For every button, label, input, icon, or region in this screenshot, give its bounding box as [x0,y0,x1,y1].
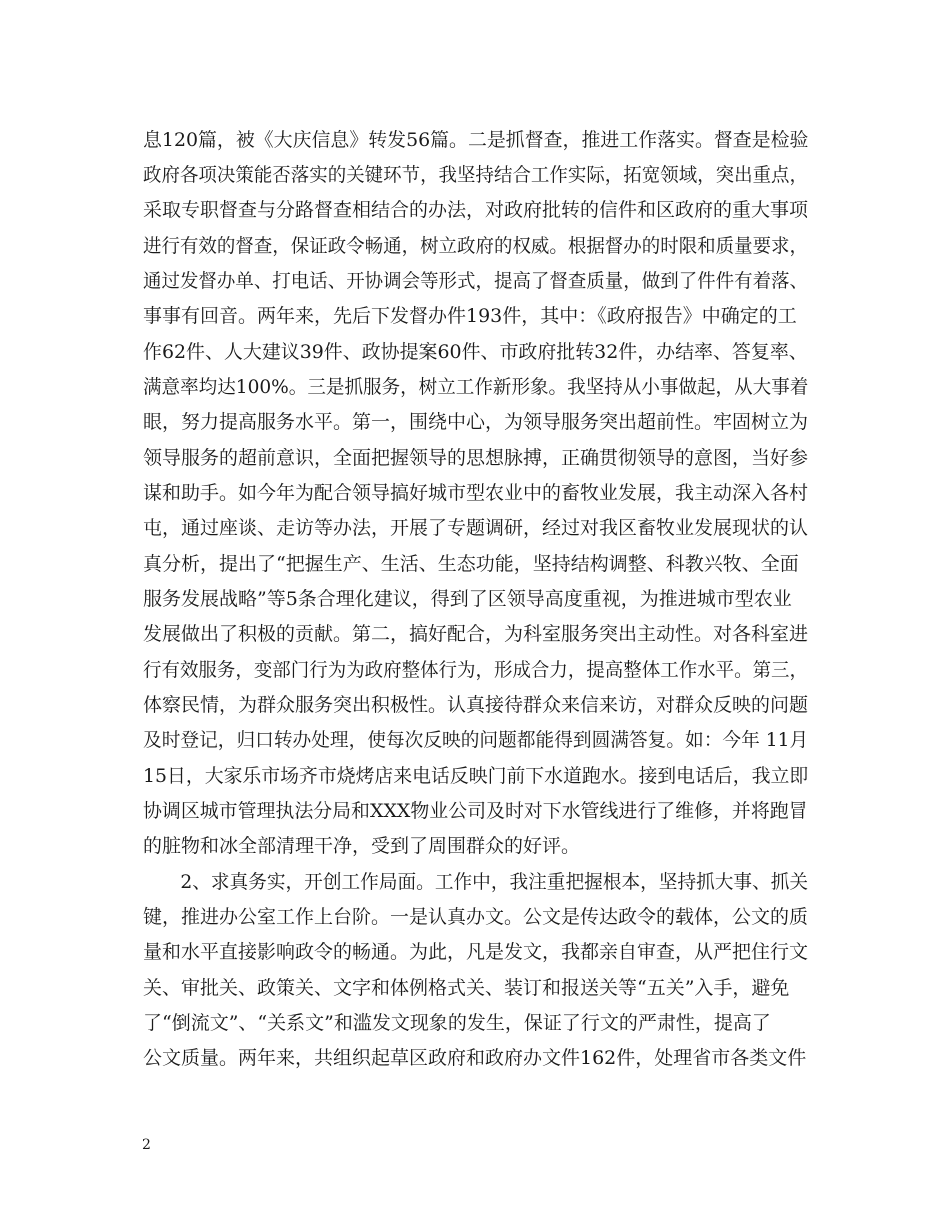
text-line: 政府各项决策能否落实的关键环节，我坚持结合工作实际，拓宽领域，突出重点， [143,164,809,186]
text-line: 眼，努力提高服务水平。第一，围绕中心，为领导服务突出超前性。牢固树立为 [143,411,809,433]
text-line: 息120篇，被《大庆信息》转发56篇。二是抓督查，推进工作落实。督查是检验 [143,129,809,151]
text-line: 发展做出了积极的贡献。第二，搞好配合，为科室服务突出主动性。对各科室进 [143,623,809,645]
text-line: 领导服务的超前意识，全面把握领导的思想脉搏，正确贯彻领导的意图，当好参 [143,447,809,469]
text-line: 事事有回音。两年来，先后下发督办件193件，其中：《政府报告》中确定的工 [143,305,797,327]
text-line: 关、审批关、政策关、文字和体例格式关、装订和报送关等“五关”入手，避免 [143,977,790,999]
text-line: 满意率均达100%。三是抓服务，树立工作新形象。我坚持从小事做起，从大事着 [143,376,809,398]
text-line: 的脏物和冰全部清理干净，受到了周围群众的好评。 [143,835,581,857]
text-line: 协调区城市管理执法分局和XXX物业公司及时对下水管线进行了维修，并将跑冒 [143,800,808,822]
text-line: 采取专职督查与分路督查相结合的办法，对政府批转的信件和区政府的重大事项 [143,199,809,221]
page-number: 2 [142,1137,151,1153]
text-line: 行有效服务，变部门行为为政府整体行为，形成合力，提高整体工作水平。第三， [143,659,809,681]
text-line: 及时登记，归口转办处理，使每次反映的问题都能得到圆满答复。如：今年 11月 [143,729,809,751]
text-line: 真分析，提出了“把握生产、生活、生态功能，坚持结构调整、科教兴牧、全面 [143,553,799,575]
text-line: 公文质量。两年来，共组织起草区政府和政府办文件162件，处理省市各类文件 [143,1047,807,1069]
text-line: 2、求真务实，开创工作局面。工作中，我注重把握根本，坚持抓大事、抓关 [143,871,809,893]
text-line: 键，推进办公室工作上台阶。一是认真办文。公文是传达政令的载体，公文的质 [143,906,809,928]
text-line: 体察民情，为群众服务突出积极性。认真接待群众来信来访，对群众反映的问题 [143,694,809,716]
text-line: 谋和助手。如今年为配合领导搞好城市型农业中的畜牧业发展，我主动深入各村 [143,482,809,504]
text-line: 15日，大家乐市场齐市烧烤店来电话反映门前下水道跑水。接到电话后，我立即 [143,765,809,787]
text-line: 了“倒流文”、“关系文”和滥发文现象的发生，保证了行文的严肃性，提高了 [143,1012,771,1034]
text-line: 作62件、人大建议39件、政协提案60件、市政府批转32件，办结率、答复率、 [143,341,808,363]
text-line: 进行有效的督查，保证政令畅通，树立政府的权威。根据督办的时限和质量要求， [143,235,809,257]
text-line: 服务发展战略”等5条合理化建议，得到了区领导高度重视，为推进城市型农业 [143,588,792,610]
text-line: 量和水平直接影响政令的畅通。为此，凡是发文，我都亲自审查，从严把住行文 [143,941,809,963]
text-line: 屯，通过座谈、走访等办法，开展了专题调研，经过对我区畜牧业发展现状的认 [143,517,809,539]
text-line: 通过发督办单、打电话、开协调会等形式，提高了督查质量，做到了件件有着落、 [143,270,809,292]
